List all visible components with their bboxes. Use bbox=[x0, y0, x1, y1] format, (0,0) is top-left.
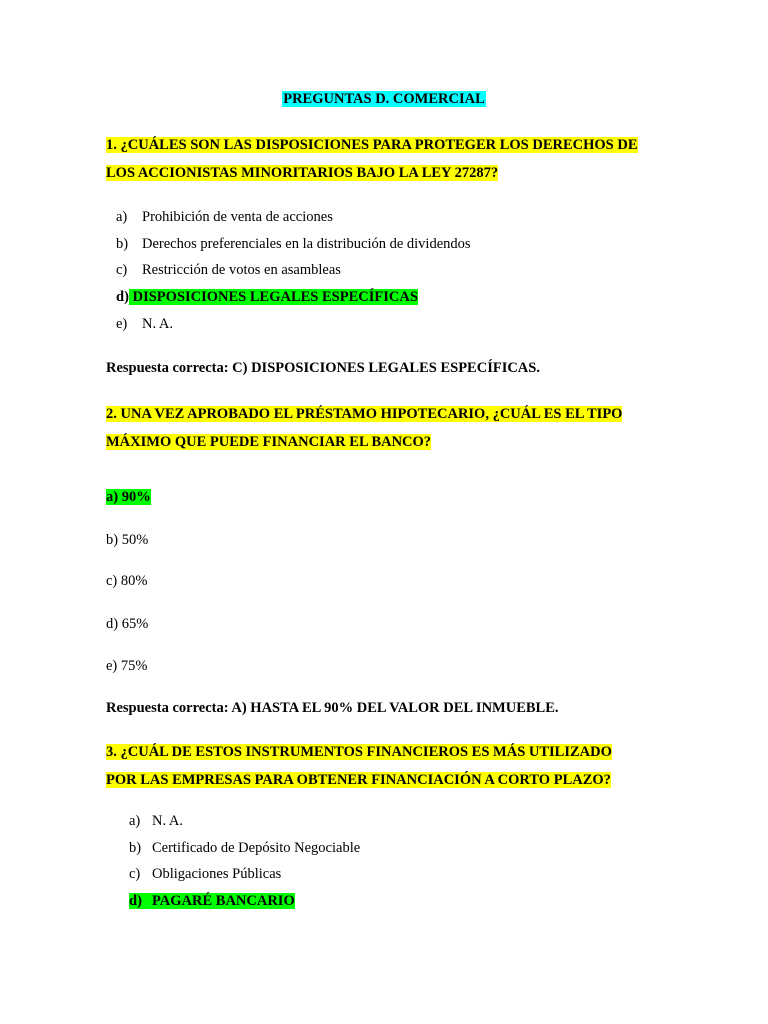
question-2 bbox=[106, 400, 662, 456]
question-1-option-e: e) N. A. bbox=[116, 316, 174, 332]
question-3 bbox=[106, 738, 662, 794]
question-1-option-a: a) Prohibición de venta de acciones bbox=[116, 209, 333, 225]
question-1-line-1: 1. ¿CUÁLES SON LAS DISPOSICIONES PARA PROTEGER LOS DERECHOS DE bbox=[106, 137, 638, 153]
question-1-line-2: LOS ACCIONISTAS MINORITARIOS BAJO LA LEY 27287? bbox=[106, 165, 499, 181]
question-2-option-e: e) 75% bbox=[106, 658, 148, 674]
question-1-option-b: b) Derechos preferenciales en la distribución de dividendos bbox=[116, 236, 471, 252]
question-2-option-b: b) 50% bbox=[106, 532, 149, 548]
question-3-option-d-correct: d) PAGARÉ BANCARIO bbox=[129, 893, 295, 909]
question-3-line-2: POR LAS EMPRESAS PARA OBTENER FINANCIACIÓN A CORTO PLAZO? bbox=[106, 772, 611, 788]
question-2-option-d: d) 65% bbox=[106, 616, 149, 632]
question-1-option-d-correct: d) DISPOSICIONES LEGALES ESPECÍFICAS bbox=[116, 289, 418, 305]
question-2-option-c: c) 80% bbox=[106, 573, 148, 589]
question-3-option-c: c) Obligaciones Públicas bbox=[129, 866, 282, 882]
question-2-line-2: MÁXIMO QUE PUEDE FINANCIAR EL BANCO? bbox=[106, 434, 432, 450]
question-3-option-b: b) Certificado de Depósito Negociable bbox=[129, 840, 361, 856]
question-3-option-a: a) N. A. bbox=[129, 813, 184, 829]
page-title: PREGUNTAS D. COMERCIAL bbox=[283, 91, 485, 107]
question-2-line-1: 2. UNA VEZ APROBADO EL PRÉSTAMO HIPOTECARIO, ¿CUÁL ES EL TIPO bbox=[106, 406, 623, 422]
question-2-answer: Respuesta correcta: A) HASTA EL 90% DEL VALOR DEL INMUEBLE. bbox=[106, 700, 559, 716]
question-1 bbox=[106, 131, 662, 187]
question-2-option-a-correct: a) 90% bbox=[106, 489, 151, 505]
question-1-answer: Respuesta correcta: C) DISPOSICIONES LEGALES ESPECÍFICAS. bbox=[106, 360, 540, 376]
question-1-option-c: c) Restricción de votos en asambleas bbox=[116, 262, 341, 278]
question-3-line-1: 3. ¿CUÁL DE ESTOS INSTRUMENTOS FINANCIEROS ES MÁS UTILIZADO bbox=[106, 744, 612, 760]
